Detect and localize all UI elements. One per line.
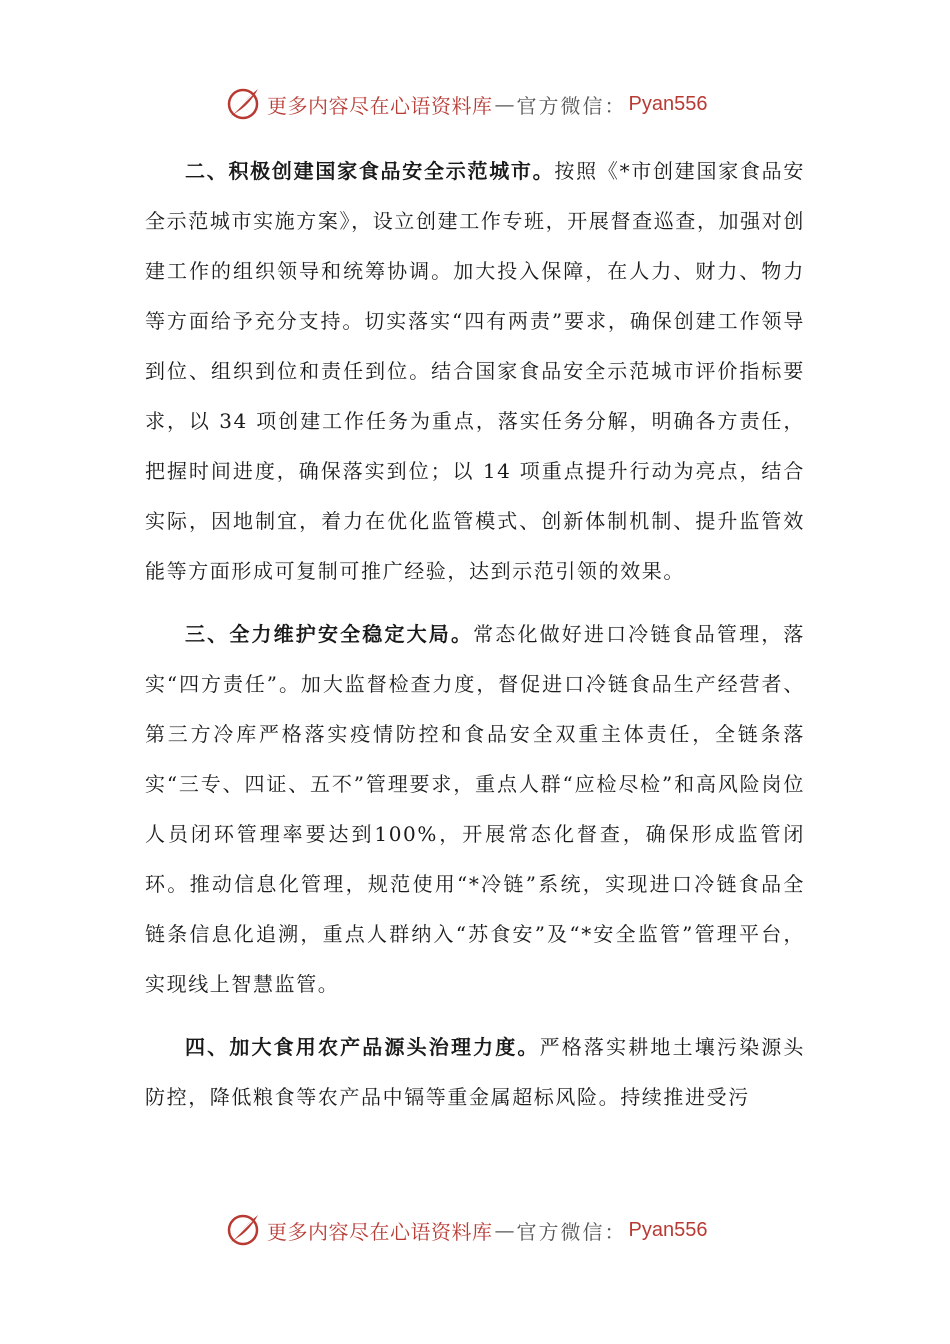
paragraph-4 (145, 1022, 805, 1122)
watermark-dash: — (494, 92, 515, 116)
watermark-header (225, 84, 707, 124)
paragraph-3 (145, 609, 805, 1009)
watermark-footer (225, 1210, 707, 1250)
paragraph-heading: 二、积极创建国家食品安全示范城市。 (185, 159, 555, 183)
watermark-wechat-label: 官方微信： (516, 1219, 627, 1244)
paragraph-heading: 三、全力维护安全稳定大局。 (185, 622, 474, 646)
quill-logo-icon (225, 86, 261, 122)
paragraph-text: 常态化做好进口冷链食品管理，落实“四方责任”。加大监督检查力度，督促进口冷链食品生产经营者、第三方冷库严格落实疫情防控和食品安全双重主体责任，全链条落实“三专、四证、五不”管理要求，重点人群“应检尽检”和高风险岗位人员闭环管理率要达到100%，开展常态化督查，确保形成监管闭环。推动信息化管理，规范使用“*冷链”系统，实现进口冷链食品全链条信息化追溯，重点人群纳入“苏食安”及“*安全监管”管理平台，实现线上智慧监管。 (145, 622, 805, 996)
watermark-wechat-label: 官方微信： (516, 93, 627, 118)
watermark-wechat-id: Pyan556 (628, 92, 708, 115)
paragraph-heading: 四、加大食用农产品源头治理力度。 (185, 1035, 540, 1059)
quill-logo-icon (225, 1212, 261, 1248)
watermark-wechat-id: Pyan556 (628, 1218, 708, 1241)
watermark-dash: — (494, 1218, 515, 1242)
watermark-text: 更多内容尽在心语资料库 (267, 1219, 493, 1244)
paragraph-text: 按照《*市创建国家食品安全示范城市实施方案》，设立创建工作专班，开展督查巡查，加强对创建工作的组织领导和统筹协调。加大投入保障，在人力、财力、物力等方面给予充分支持。切实落实“四有两责”要求，确保创建工作领导到位、组织到位和责任到位。结合国家食品安全示范城市评价指标要求，以 34 项创建工作任务为重点，落实任务分解，明确各方责任，把握时间进度，确保落实到位；以 14 项重点提升行动为亮点，结合实际，因地制宜，着力在优化监管模式、创新体制机制、提升监管效能等方面形成可复制可推广经验，达到示范引领的效果。 (145, 159, 806, 583)
document-body (145, 146, 805, 1135)
paragraph-text: 严格落实耕地土壤污染源头防控，降低粮食等农产品中镉等重金属超标风险。持续推进受污 (145, 1035, 805, 1109)
watermark-text: 更多内容尽在心语资料库 (267, 93, 493, 118)
paragraph-2 (145, 146, 805, 596)
